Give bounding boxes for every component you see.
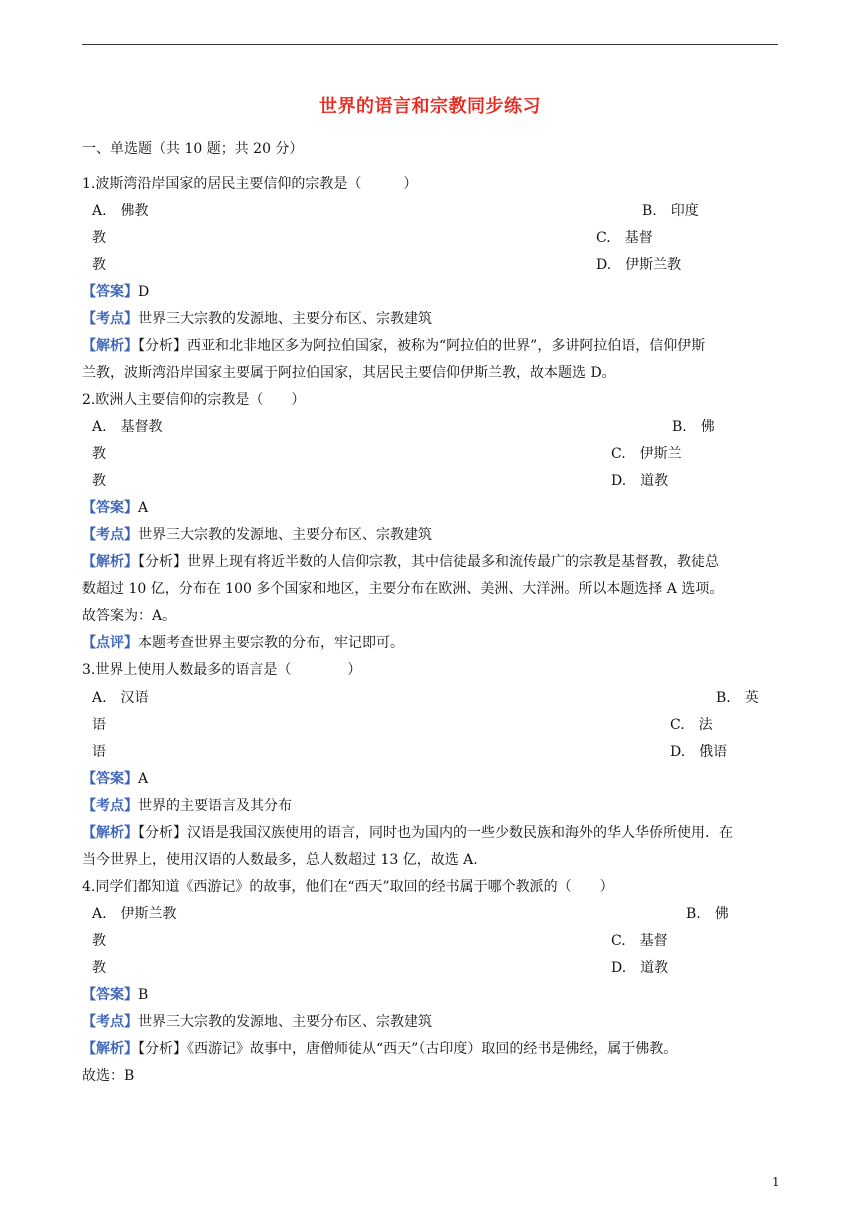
comment-tag: 【点评】 (82, 635, 138, 651)
header-rule (82, 44, 778, 45)
option-b: B. 印度 (642, 203, 699, 219)
option-c: C. 伊斯兰 (611, 446, 682, 462)
option-a: A. 佛教 (92, 203, 149, 219)
point-line (82, 796, 292, 816)
answer-value: A (138, 500, 149, 516)
option-d: D. 伊斯兰教 (596, 257, 682, 273)
comment-text: 本题考查世界主要宗教的分布，牢记即可。 (138, 635, 404, 651)
option-wrap: 教 (92, 960, 106, 976)
answer-value: D (138, 284, 150, 300)
analysis-text: 故选：B (82, 1068, 135, 1084)
analysis-line (82, 336, 705, 356)
comment-line (82, 633, 404, 653)
point-text: 世界的主要语言及其分布 (138, 798, 292, 814)
analysis-text: 故答案为：A。 (82, 608, 177, 624)
question-stem: 1.波斯湾沿岸国家的居民主要信仰的宗教是（ ） (82, 176, 418, 192)
option-c: C. 基督 (596, 230, 653, 246)
question-stem: 3.世界上使用人数最多的语言是（ ） (82, 662, 362, 678)
answer-value: B (138, 987, 149, 1003)
question-stem: 4.同学们都知道《西游记》的故事，他们在“西天”取回的经书属于哪个教派的（ ） (82, 879, 614, 895)
point-line (82, 1012, 432, 1032)
analysis-text: 数超过 10 亿，分布在 100 多个国家和地区，主要分布在欧洲、美洲、大洋洲。所以本题选择 A 选项。 (82, 581, 724, 597)
answer-tag: 【答案】 (82, 987, 138, 1003)
option-a: A. 基督教 (92, 419, 163, 435)
point-text: 世界三大宗教的发源地、主要分布区、宗教建筑 (138, 527, 432, 543)
option-wrap: 教 (92, 257, 106, 273)
answer-line (82, 769, 148, 789)
option-c: C. 法 (670, 717, 713, 733)
point-text: 世界三大宗教的发源地、主要分布区、宗教建筑 (138, 311, 432, 327)
answer-tag: 【答案】 (82, 500, 138, 516)
point-line (82, 309, 432, 329)
option-b: B. 佛 (672, 419, 715, 435)
option-c: C. 基督 (611, 933, 668, 949)
page-number: 1 (772, 1175, 780, 1189)
page-title: 世界的语言和宗教同步练习 (319, 96, 541, 117)
analysis-text: 当今世界上，使用汉语的人数最多，总人数超过 13 亿，故选 A. (82, 852, 478, 868)
analysis-text: 【分析】西亚和北非地区多为阿拉伯国家，被称为“阿拉伯的世界”，多讲阿拉伯语，信仰伊斯 (138, 338, 706, 354)
analysis-text: 【分析】汉语是我国汉族使用的语言，同时也为国内的一些少数民族和海外的华人华侨所使用．在 (138, 825, 733, 841)
option-wrap: 教 (92, 473, 106, 489)
analysis-tag: 【解析】 (82, 338, 138, 354)
option-a: A. 汉语 (92, 690, 149, 706)
point-tag: 【考点】 (82, 1014, 138, 1030)
analysis-line (82, 1039, 677, 1059)
option-wrap: 教 (92, 446, 106, 462)
point-text: 世界三大宗教的发源地、主要分布区、宗教建筑 (138, 1014, 432, 1030)
analysis-text: 兰教，波斯湾沿岸国家主要属于阿拉伯国家，其居民主要信仰伊斯兰教，故本题选 D。 (82, 365, 616, 381)
point-tag: 【考点】 (82, 311, 138, 327)
analysis-text: 【分析】《西游记》故事中，唐僧师徒从“西天”（古印度）取回的经书是佛经，属于佛教。 (138, 1041, 678, 1057)
analysis-tag: 【解析】 (82, 825, 138, 841)
option-wrap: 语 (92, 744, 106, 760)
analysis-line (82, 823, 733, 843)
section-heading: 一、单选题（共 10 题；共 20 分） (82, 141, 304, 157)
question-stem: 2.欧洲人主要信仰的宗教是（ ） (82, 392, 306, 408)
point-tag: 【考点】 (82, 527, 138, 543)
option-d: D. 俄语 (670, 744, 728, 760)
answer-tag: 【答案】 (82, 771, 138, 787)
point-tag: 【考点】 (82, 798, 138, 814)
option-wrap: 教 (92, 933, 106, 949)
analysis-line (82, 552, 719, 572)
option-wrap: 教 (92, 230, 106, 246)
analysis-tag: 【解析】 (82, 1041, 138, 1057)
answer-tag: 【答案】 (82, 284, 138, 300)
option-b: B. 佛 (686, 906, 729, 922)
option-d: D. 道教 (611, 960, 669, 976)
point-line (82, 525, 432, 545)
option-b: B. 英 (716, 690, 759, 706)
answer-value: A (138, 771, 149, 787)
answer-line (82, 498, 148, 518)
answer-line (82, 282, 149, 302)
analysis-text: 【分析】世界上现有将近半数的人信仰宗教，其中信徒最多和流传最广的宗教是基督教，教徒总 (138, 554, 719, 570)
option-a: A. 伊斯兰教 (92, 906, 177, 922)
answer-line (82, 985, 148, 1005)
option-d: D. 道教 (611, 473, 669, 489)
analysis-tag: 【解析】 (82, 554, 138, 570)
option-wrap: 语 (92, 717, 106, 733)
